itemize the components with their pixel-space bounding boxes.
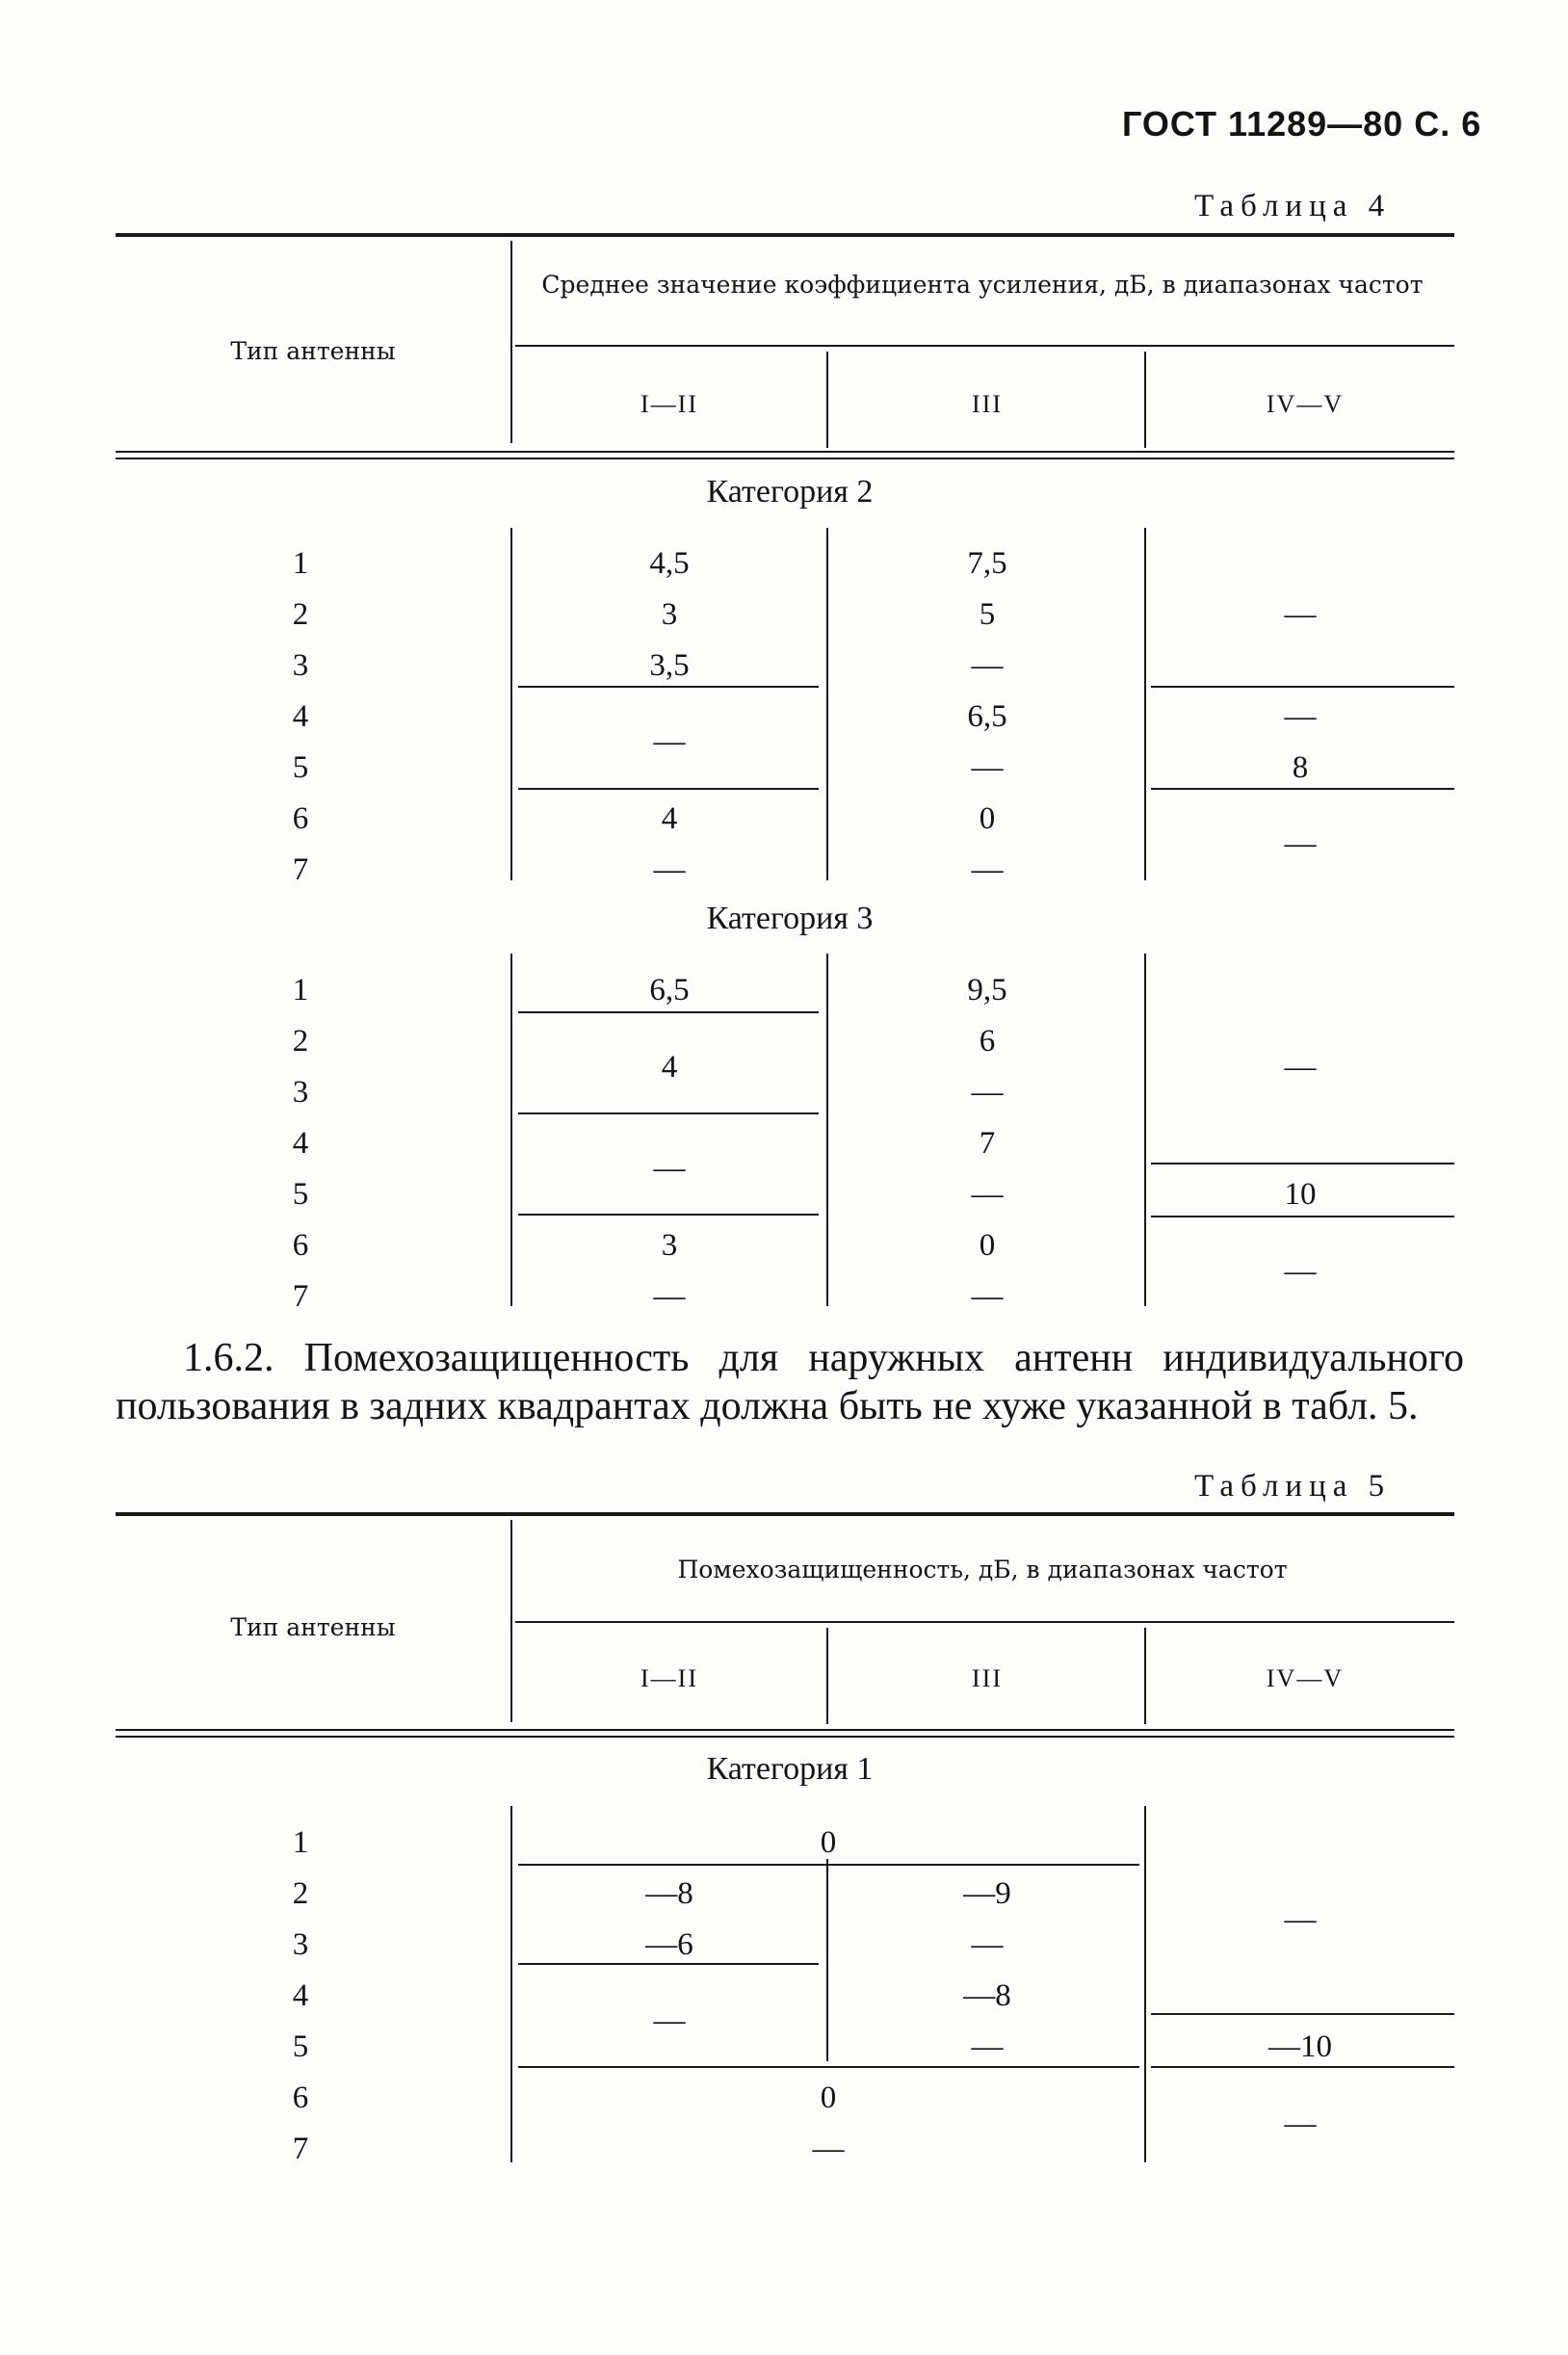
table-cell: — <box>1284 1254 1317 1289</box>
table-cell: 6,5 <box>649 973 690 1007</box>
table-cell: — <box>1284 699 1317 734</box>
cell-rule <box>1151 2066 1454 2068</box>
row-number: 2 <box>292 1024 309 1059</box>
row-number: 1 <box>292 1825 309 1860</box>
row-number: 4 <box>292 1126 309 1161</box>
table5-header-rule-a <box>116 1729 1454 1731</box>
table4-header-rule-a <box>116 451 1454 453</box>
table-cell: — <box>971 1279 1004 1314</box>
table5-group-rule <box>515 1621 1454 1623</box>
table-cell: — <box>1284 597 1317 632</box>
table-cell-merged: 0 <box>820 2080 837 2115</box>
cell-rule <box>518 1112 819 1114</box>
table-cell: —8 <box>963 1978 1011 2013</box>
table5-band-divider-2 <box>1144 1628 1146 1724</box>
table-cell: — <box>971 2029 1004 2064</box>
table-cell-merged: 0 <box>820 1825 837 1860</box>
table-cell: —10 <box>1268 2029 1332 2064</box>
table5-header-rule-b <box>116 1736 1454 1738</box>
table-cell: 6,5 <box>967 699 1007 734</box>
table-cell: 3 <box>661 597 678 632</box>
body-paragraph: 1.6.2. Помехозащищенность для наружных антенн индивидуального пользования в задних квадрантах должна быть не хуже указанной в табл. 5. <box>116 1336 1464 1428</box>
table4-group-rule <box>515 345 1454 347</box>
table-cell: 8 <box>1292 750 1309 785</box>
row-number: 4 <box>292 699 309 734</box>
row-number: 2 <box>292 597 309 632</box>
category-label: Категория 3 <box>706 901 874 936</box>
table-cell: — <box>1284 2106 1317 2141</box>
table4-band-divider-1 <box>826 352 828 448</box>
cell-rule <box>518 788 819 790</box>
table-cell: 3 <box>661 1228 678 1263</box>
cell-rule <box>1151 1163 1454 1164</box>
table-cell: 0 <box>979 1228 996 1263</box>
table-cell: 0 <box>979 801 996 836</box>
table4-vline-band1 <box>826 528 828 880</box>
table5-band-2: III <box>972 1664 1003 1692</box>
cell-rule <box>1151 1216 1454 1217</box>
table-cell: — <box>1284 826 1317 861</box>
row-number: 3 <box>292 1075 309 1110</box>
row-number: 5 <box>292 1177 309 1212</box>
table-cell: 3,5 <box>649 648 690 683</box>
cell-rule <box>1151 686 1454 688</box>
table4-header-rule-b <box>116 458 1454 459</box>
table-cell: — <box>971 750 1004 785</box>
table4-band-2: III <box>972 390 1003 418</box>
cell-rule <box>518 1864 1139 1866</box>
table-cell: 5 <box>979 597 996 632</box>
row-number: 7 <box>292 2132 309 2166</box>
table5-top-rule <box>116 1512 1454 1516</box>
table-cell: 6 <box>979 1024 996 1059</box>
table-cell: — <box>653 1279 686 1314</box>
table5-header-divider <box>510 1520 512 1722</box>
table-cell: 9,5 <box>967 973 1007 1007</box>
row-number: 3 <box>292 648 309 683</box>
cell-rule <box>518 686 819 688</box>
table-cell: — <box>971 648 1004 683</box>
table-cell: 10 <box>1284 1177 1317 1212</box>
table-cell: 4 <box>661 1050 678 1085</box>
table5-vline-band2 <box>1144 1806 1146 2162</box>
table-cell: — <box>971 1927 1004 1962</box>
table4-col-type: Тип антенны <box>230 337 396 365</box>
row-number: 6 <box>292 1228 309 1263</box>
row-number: 6 <box>292 2080 309 2115</box>
table-cell: —9 <box>963 1876 1011 1911</box>
table-cell: — <box>1284 1050 1317 1085</box>
table-cell: — <box>653 852 686 887</box>
table-cell: 7 <box>979 1126 996 1161</box>
table4-band-1: I—II <box>640 390 698 418</box>
table4-title: Таблица 4 <box>1194 189 1392 223</box>
table4-vline-type <box>510 528 512 880</box>
table4-vline-band2 <box>1144 528 1146 880</box>
cell-rule <box>518 1963 819 1965</box>
row-number: 5 <box>292 750 309 785</box>
table-cell: — <box>971 1177 1004 1212</box>
row-number: 3 <box>292 1927 309 1962</box>
table4-band-3: IV—V <box>1266 390 1345 418</box>
table-cell: — <box>653 724 686 759</box>
row-number: 7 <box>292 852 309 887</box>
table5-vline-band1 <box>826 1859 828 2061</box>
cell-rule <box>1151 2013 1454 2015</box>
table4-top-rule <box>116 233 1454 237</box>
cell-rule <box>518 1011 819 1013</box>
table-cell-merged: — <box>812 2132 845 2166</box>
table4-col-group: Среднее значение коэффициента усиления, дБ, в диапазонах частот <box>541 271 1424 299</box>
table-cell: 4,5 <box>649 546 690 581</box>
table-cell: — <box>971 852 1004 887</box>
category-label: Категория 2 <box>706 474 874 510</box>
cell-rule <box>518 1214 819 1216</box>
table5-col-group: Помехозащищенность, дБ, в диапазонах частот <box>677 1556 1288 1583</box>
table5-title: Таблица 5 <box>1194 1469 1392 1504</box>
table-cell: — <box>653 1151 686 1186</box>
table-cell: — <box>653 2003 686 2038</box>
table-cell: —6 <box>645 1927 693 1962</box>
table5-col-type: Тип антенны <box>230 1613 396 1641</box>
category-label: Категория 1 <box>706 1751 874 1787</box>
row-number: 2 <box>292 1876 309 1911</box>
table4-header-divider <box>510 241 512 443</box>
row-number: 4 <box>292 1978 309 2013</box>
table-cell: —8 <box>645 1876 693 1911</box>
document-code: ГОСТ 11289—80 С. 6 <box>1122 104 1482 144</box>
row-number: 1 <box>292 546 309 581</box>
row-number: 6 <box>292 801 309 836</box>
table-cell: 7,5 <box>967 546 1007 581</box>
row-number: 5 <box>292 2029 309 2064</box>
table-cell: — <box>1284 1902 1317 1937</box>
cell-rule <box>518 2066 1139 2068</box>
table-cell: 4 <box>661 801 678 836</box>
table-cell: — <box>971 1075 1004 1110</box>
table5-vline-type <box>510 1806 512 2162</box>
table5-band-1: I—II <box>640 1664 698 1692</box>
table4-band-divider-2 <box>1144 352 1146 448</box>
table5-band-3: IV—V <box>1266 1664 1345 1692</box>
table4-vline-band2 <box>1144 954 1146 1306</box>
table5-band-divider-1 <box>826 1628 828 1724</box>
table4-vline-band1 <box>826 954 828 1306</box>
row-number: 1 <box>292 973 309 1007</box>
row-number: 7 <box>292 1279 309 1314</box>
cell-rule <box>1151 788 1454 790</box>
table4-vline-type <box>510 954 512 1306</box>
